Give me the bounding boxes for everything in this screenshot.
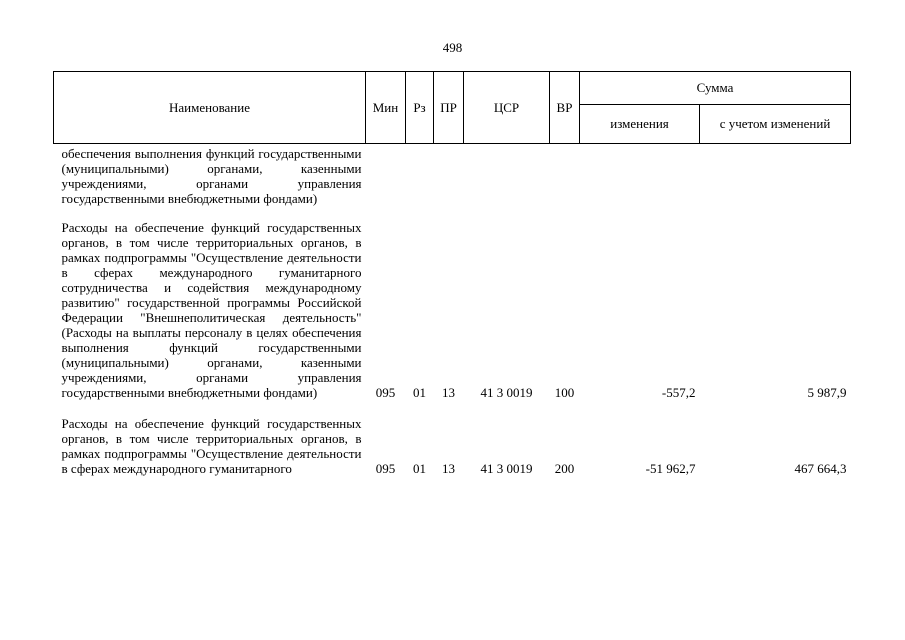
row-change: -557,2	[661, 385, 696, 400]
header-with-change: с учетом изменений	[700, 105, 851, 144]
row-vr: 200	[554, 461, 575, 476]
header-min: Мин	[366, 72, 406, 144]
header-pr: ПР	[434, 72, 464, 144]
header-name: Наименование	[54, 72, 366, 144]
table-header	[54, 72, 851, 144]
row-rz: 01	[413, 461, 426, 476]
row-name: Расходы на обеспечение функций государственных органов, в том числе территориальных органов, в рамках подпрограммы "Осуществление деятельности в сферах международного гуманитарного сотрудничества и содействия международному развитию" государственной программы Российской Федерации "Внешнеполитическая деятельность" (Расходы на выплаты персоналу в целях обеспечения выполнения функций государственными (муниципальными) органами, казенными учреждениями, органами управления государственными внебюджетными фондами)	[61, 220, 362, 400]
table-row	[54, 412, 851, 476]
header-rz: Рз	[406, 72, 434, 144]
row-total	[700, 144, 851, 217]
header-csr: ЦСР	[464, 72, 550, 144]
row-min	[366, 144, 406, 217]
row-name: Расходы на обеспечение функций государственных органов, в том числе территориальных органов, в рамках подпрограммы "Осуществление деятельности в сферах международного гуманитарного	[61, 416, 362, 476]
budget-table	[53, 71, 851, 476]
row-pr: 13	[442, 461, 455, 476]
row-csr	[464, 144, 550, 217]
header-change: изменения	[580, 105, 700, 144]
row-min: 095	[375, 461, 396, 476]
row-name: обеспечения выполнения функций государственными (муниципальными) органами, казенными учреждениями, органами управления государственными внебюджетными фондами)	[61, 146, 362, 206]
row-csr: 41 3 0019	[480, 385, 533, 400]
row-rz	[406, 144, 434, 217]
header-vr: ВР	[550, 72, 580, 144]
page-number: 498	[442, 40, 463, 55]
header-sum: Сумма	[580, 72, 851, 105]
row-csr: 41 3 0019	[480, 461, 533, 476]
row-vr	[550, 144, 580, 217]
row-pr: 13	[442, 385, 455, 400]
row-rz: 01	[413, 385, 426, 400]
row-change: -51 962,7	[645, 461, 696, 476]
row-change	[580, 144, 700, 217]
row-total: 5 987,9	[807, 385, 847, 400]
row-pr	[434, 144, 464, 217]
row-vr: 100	[554, 385, 575, 400]
row-min: 095	[375, 385, 396, 400]
table-row	[54, 144, 851, 217]
table-row	[54, 216, 851, 412]
row-total: 467 664,3	[794, 461, 847, 476]
